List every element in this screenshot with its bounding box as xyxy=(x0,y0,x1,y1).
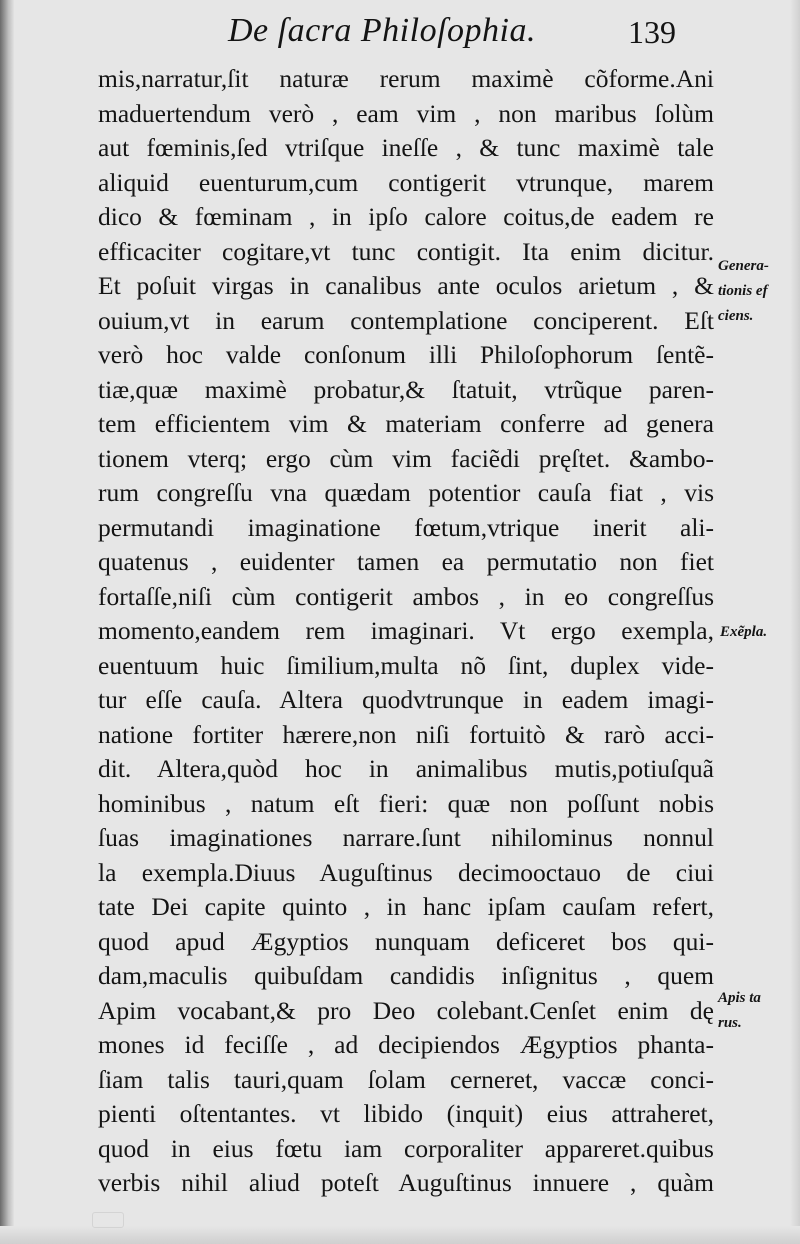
text-line: dam,maculis quibuſdam candidis inſignitus , quem xyxy=(98,961,714,990)
running-title: De ſacra Philoſophia. xyxy=(228,12,536,49)
margin-note-line: tionis ef xyxy=(718,283,768,299)
margin-note-line: Exẽpla. xyxy=(720,624,768,640)
text-line: tate Dei capite quinto , in hanc ipſam cauſam refert, xyxy=(98,892,714,921)
text-line: mis,narratur,ſit naturæ rerum maximè cõforme.Ani xyxy=(98,64,714,93)
text-line: ouium,vt in earum contemplatione conciperent. Eſt xyxy=(98,305,714,335)
text-line: euentuum huic ſimilium,multa nõ ſint, duplex vide- xyxy=(98,650,714,680)
margin-note-line: rus. xyxy=(718,1015,742,1031)
page-number: 139 xyxy=(628,14,676,50)
text-line: quod apud Ægyptios nunquam deficeret bos qui- xyxy=(98,926,714,956)
text-line: hominibus , natum eſt fieri: quæ non poſſunt nobis xyxy=(98,788,714,818)
text-line: mones id feciſſe , ad decipiendos Ægyptios phanta- xyxy=(98,1030,714,1059)
text-line: efficaciter cogitare,vt tunc contigit. Ita enim dicitur. xyxy=(98,236,714,266)
text-line: quod in eius fœtu iam corporaliter appareret.quibus xyxy=(98,1133,714,1163)
text-line: aliquid euenturum,cum contigerit vtrunque, marem xyxy=(98,167,714,197)
ink-smudge xyxy=(92,1212,124,1228)
text-line: dit. Altera,quòd hoc in animalibus mutis,potiuſquã xyxy=(98,754,714,783)
margin-note-generationis xyxy=(718,254,769,329)
page-right-edge xyxy=(790,0,800,1244)
text-line: verò hoc valde conſonum illi Philoſophorum ſentẽ- xyxy=(98,340,714,369)
text-line: Apim vocabant,& pro Deo colebant.Cenſet enim dę xyxy=(98,995,714,1025)
text-line: tur eſſe cauſa. Altera quodvtrunque in eadem imagi- xyxy=(98,685,714,714)
margin-note-line: ciens. xyxy=(718,308,754,324)
text-line: ſiam talis tauri,quam ſolam cerneret, vaccæ conci- xyxy=(98,1064,714,1094)
margin-note-line: Apis ta xyxy=(718,990,761,1006)
body-text xyxy=(98,62,714,1201)
text-line: ſuas imaginationes narrare.ſunt nihilominus nonnul xyxy=(98,823,714,852)
running-head xyxy=(0,8,800,54)
text-line: Et poſuit virgas in canalibus ante oculos arietum , & xyxy=(98,271,714,300)
margin-note-line: Genera- xyxy=(718,258,769,274)
text-line: tionem vterq; ergo cùm vim faciẽdi pręſtet. &ambo- xyxy=(98,443,714,473)
text-line: dico & fœminam , in ipſo calore coitus,de eadem re xyxy=(98,202,714,231)
text-line: fortaſſe,niſi cùm contigerit ambos , in eo congreſſus xyxy=(98,581,714,611)
margin-note-exempla xyxy=(720,620,767,645)
text-line: verbis nihil aliud poteſt Auguſtinus innuere , quàm xyxy=(98,1168,714,1197)
text-line: momento,eandem rem imaginari. Vt ergo exempla, xyxy=(98,616,714,645)
page-bottom-edge xyxy=(0,1226,800,1244)
text-line: pienti oſtentantes. vt libido (inquit) eius attraheret, xyxy=(98,1099,714,1128)
text-line: aut fœminis,ſed vtriſque ineſſe , & tunc maximè tale xyxy=(98,133,714,162)
text-line: natione fortiter hærere,non niſi fortuitò & rarò acci- xyxy=(98,719,714,749)
page-gutter-shadow xyxy=(0,0,14,1244)
text-line: tiæ,quæ maximè probatur,& ſtatuit, vtrũque paren- xyxy=(98,374,714,404)
text-line: rum congreſſu vna quædam potentior cauſa fiat , vis xyxy=(98,478,714,507)
margin-note-apis-taurus xyxy=(718,986,761,1036)
text-line: la exempla.Diuus Auguſtinus decimooctauo de ciui xyxy=(98,857,714,887)
text-line: maduertendum verò , eam vim , non maribus ſolùm xyxy=(98,98,714,128)
text-line: permutandi imaginatione fœtum,vtrique inerit ali- xyxy=(98,512,714,542)
text-line: tem efficientem vim & materiam conferre ad genera xyxy=(98,409,714,438)
text-line: quatenus , euidenter tamen ea permutatio non fiet xyxy=(98,547,714,576)
